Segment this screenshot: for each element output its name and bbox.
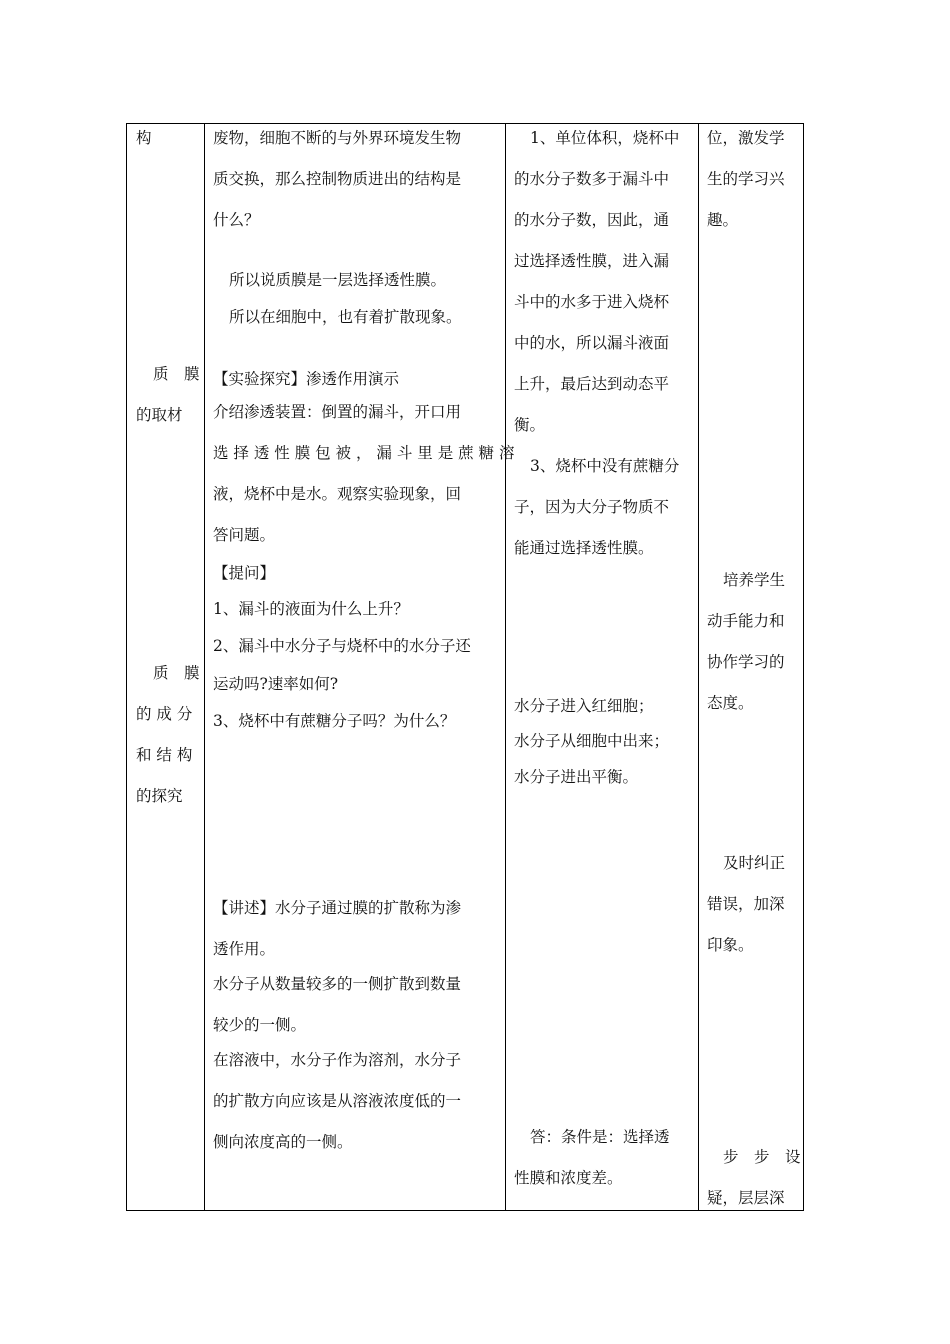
answer-text-line: 3、烧杯中没有蔗糖分 [530,457,680,475]
body-text-line: 所以在细胞中，也有着扩散现象。 [229,308,462,326]
section-label-text: 构 [136,129,152,147]
design-intent-column [698,124,804,1210]
question-item: 1、漏斗的液面为什么上升？ [213,600,409,618]
body-text-line: 所以说质膜是一层选择透性膜。 [229,271,447,289]
section-label-text: 的探究 [136,787,183,805]
answer-text-line: 1、单位体积，烧杯中 [530,129,680,147]
answer-text-line: 的水分子数多于漏斗中 [514,170,670,188]
answer-text-line: 斗中的水多于进入烧杯 [514,293,670,311]
answer-text-line: 答：条件是：选择透 [530,1128,670,1146]
answer-text-line: 水分子进入红细胞； [514,697,654,715]
body-text-line: 透作用。 [213,940,276,958]
lesson-plan-table [126,123,804,1211]
body-text-line: 介绍渗透装置：倒置的漏斗，开口用 [213,403,462,421]
body-text-line: 什么？ [213,211,260,229]
body-text-line: 的扩散方向应该是从溶液浓度低的一 [213,1092,462,1110]
experiment-heading: 【实验探究】渗透作用演示 [213,370,400,388]
intent-text-line: 位，激发学 [707,129,785,147]
intent-text-line: 态度。 [707,694,754,712]
question-item: 运动吗?速率如何? [213,675,339,693]
intent-text-line: 印象。 [707,936,754,954]
question-item: 3、烧杯中有蔗糖分子吗？为什么？ [213,712,456,730]
intent-text-line: 疑，层层深 [707,1189,785,1207]
student-activity-column [505,124,698,1210]
question-heading: 【提问】 [213,564,276,582]
body-text-line: 侧向浓度高的一侧。 [213,1133,353,1151]
section-label-text: 质 膜 [153,664,200,682]
answer-text-line: 过选择透性膜，进入漏 [514,252,670,270]
answer-text-line: 性膜和浓度差。 [514,1169,623,1187]
section-label-text: 质 膜 [153,365,200,383]
intent-text-line: 步 步 设 [723,1148,801,1166]
answer-text-line: 水分子从细胞中出来； [514,732,670,750]
answer-text-line: 能通过选择透性膜。 [514,539,654,557]
section-label-text: 的 成 分 [136,705,193,723]
body-text-line: 废物，细胞不断的与外界环境发生物 [213,129,462,147]
intent-text-line: 协作学习的 [707,653,785,671]
answer-text-line: 的水分子数，因此，通 [514,211,670,229]
body-text-line: 水分子从数量较多的一侧扩散到数量 [213,975,462,993]
body-text-line: 答问题。 [213,526,276,544]
intent-text-line: 及时纠正 [723,854,786,872]
intent-text-line: 生的学习兴 [707,170,785,188]
answer-text-line: 衡。 [514,416,546,434]
answer-text-line: 上升，最后达到动态平 [514,375,670,393]
lecture-heading-line: 【讲述】水分子通过膜的扩散称为渗 [213,899,462,917]
body-text-line: 在溶液中，水分子作为溶剂，水分子 [213,1051,462,1069]
body-text-line: 选 择 透 性 膜 包 被 ， 漏 斗 里 是 蔗 糖 溶 [213,444,515,462]
section-label-column [127,124,204,1210]
intent-text-line: 培养学生 [723,571,786,589]
body-text-line: 质交换，那么控制物质进出的结构是 [213,170,462,188]
body-text-line: 液，烧杯中是水。观察实验现象，回 [213,485,462,503]
answer-text-line: 子，因为大分子物质不 [514,498,670,516]
teacher-activity-column [204,124,515,1210]
body-text-line: 较少的一侧。 [213,1016,307,1034]
intent-text-line: 趣。 [707,211,739,229]
intent-text-line: 错误，加深 [707,895,785,913]
answer-text-line: 水分子进出平衡。 [514,768,639,786]
answer-text-line: 中的水，所以漏斗液面 [514,334,670,352]
section-label-text: 的取材 [136,406,183,424]
section-label-text: 和 结 构 [136,746,193,764]
question-item: 2、漏斗中水分子与烧杯中的水分子还 [213,637,471,655]
intent-text-line: 动手能力和 [707,612,785,630]
